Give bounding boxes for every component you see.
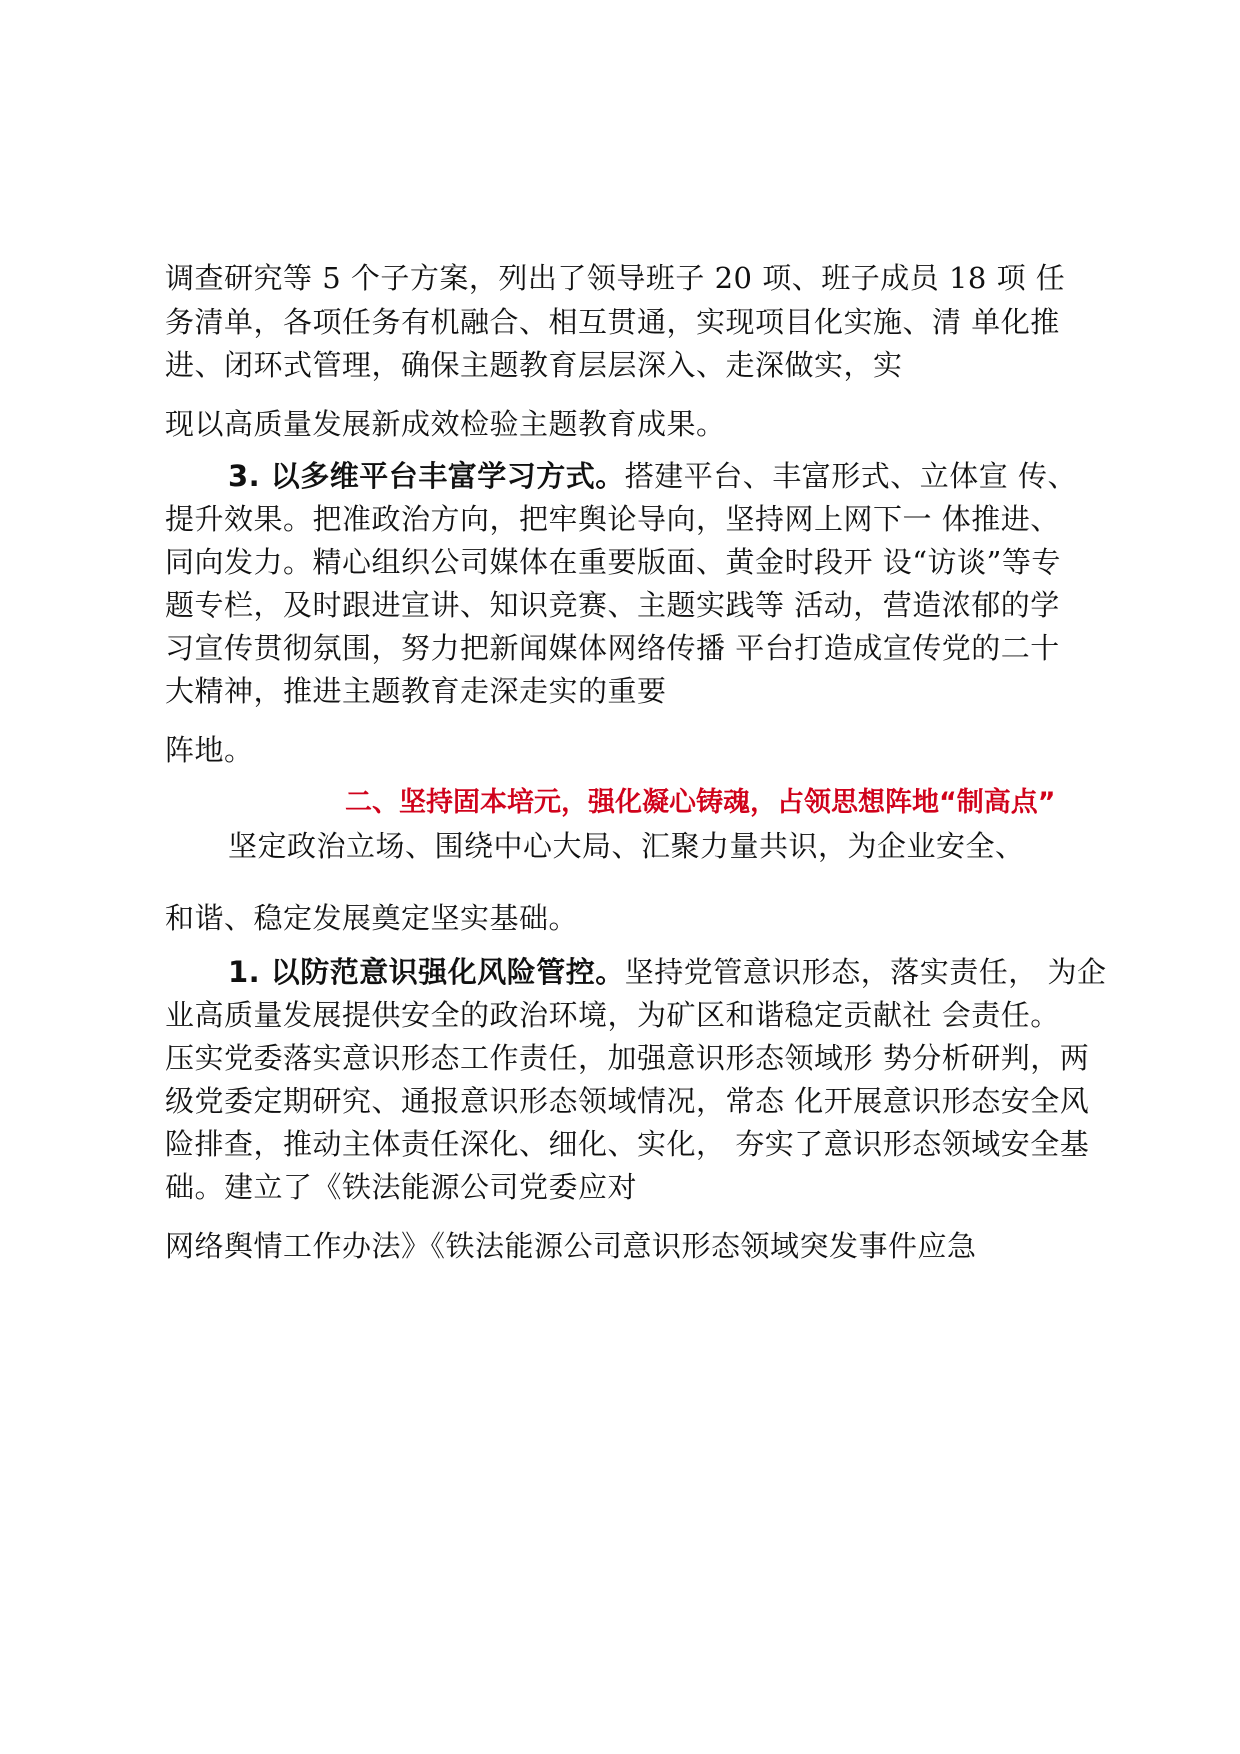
para2-line1-rest: 搭建平台、丰富形式、立体宣 传、 — [624, 459, 1078, 493]
para4-line3: 压实党委落实意识形态工作责任，加强意识形态领域形 势分析研判，两 — [165, 1041, 1090, 1075]
section-heading: 二、坚持固本培元，强化凝心铸魂，占领思想阵地“制高点” — [345, 787, 1056, 818]
para4-line1-rest: 坚持党管意识形态，落实责任， 为企 — [624, 955, 1107, 989]
para1-line3: 进、闭环式管理，确保主题教育层层深入、走深做实，实 — [165, 348, 903, 382]
para3-line1: 坚定政治立场、围绕中心大局、汇聚力量共识，为企业安全、 — [228, 829, 1025, 863]
para2-line5: 习宣传贯彻氛围，努力把新闻媒体网络传播 平台打造成宣传党的二十 — [165, 631, 1060, 665]
para4-line4: 级党委定期研究、通报意识形态领域情况，常态 化开展意识形态安全风 — [165, 1084, 1090, 1118]
para2-line2: 提升效果。把准政治方向，把牢舆论导向，坚持网上网下一 体推进、 — [165, 502, 1060, 536]
para2-line6: 大精神，推进主题教育走深走实的重要 — [165, 674, 667, 708]
para1-line1: 调查研究等 5 个子方案，列出了领导班子 20 项、班子成员 18 项 任 — [165, 261, 1066, 295]
para2-line3: 同向发力。精心组织公司媒体在重要版面、黄金时段开 设“访谈”等专 — [165, 545, 1061, 579]
para4-line2: 业高质量发展提供安全的政治环境，为矿区和谐稳定贡献社 会责任。 — [165, 998, 1060, 1032]
para1-line2: 务清单，各项任务有机融合、相互贯通，实现项目化实施、清 单化推 — [165, 305, 1060, 339]
para4-line5: 险排查，推动主体责任深化、细化、实化， 夯实了意识形态领域安全基 — [165, 1127, 1090, 1161]
para2-line1 — [228, 456, 1077, 496]
para3-line2: 和谐、稳定发展奠定坚实基础。 — [165, 901, 579, 935]
para4-lead: 1. 以防范意识强化风险管控。 — [228, 955, 625, 989]
para1-line4: 现以高质量发展新成效检验主题教育成果。 — [165, 407, 726, 441]
para2-lead: 3. 以多维平台丰富学习方式。 — [228, 459, 625, 493]
para2-line4: 题专栏，及时跟进宣讲、知识竞赛、主题实践等 活动，营造浓郁的学 — [165, 588, 1060, 622]
para4-line1 — [228, 952, 1107, 992]
para4-line6: 础。建立了《铁法能源公司党委应对 — [165, 1170, 638, 1204]
para4-line7: 网络舆情工作办法》《铁法能源公司意识形态领域突发事件应急 — [165, 1229, 977, 1263]
para2-line7: 阵地。 — [165, 733, 254, 767]
